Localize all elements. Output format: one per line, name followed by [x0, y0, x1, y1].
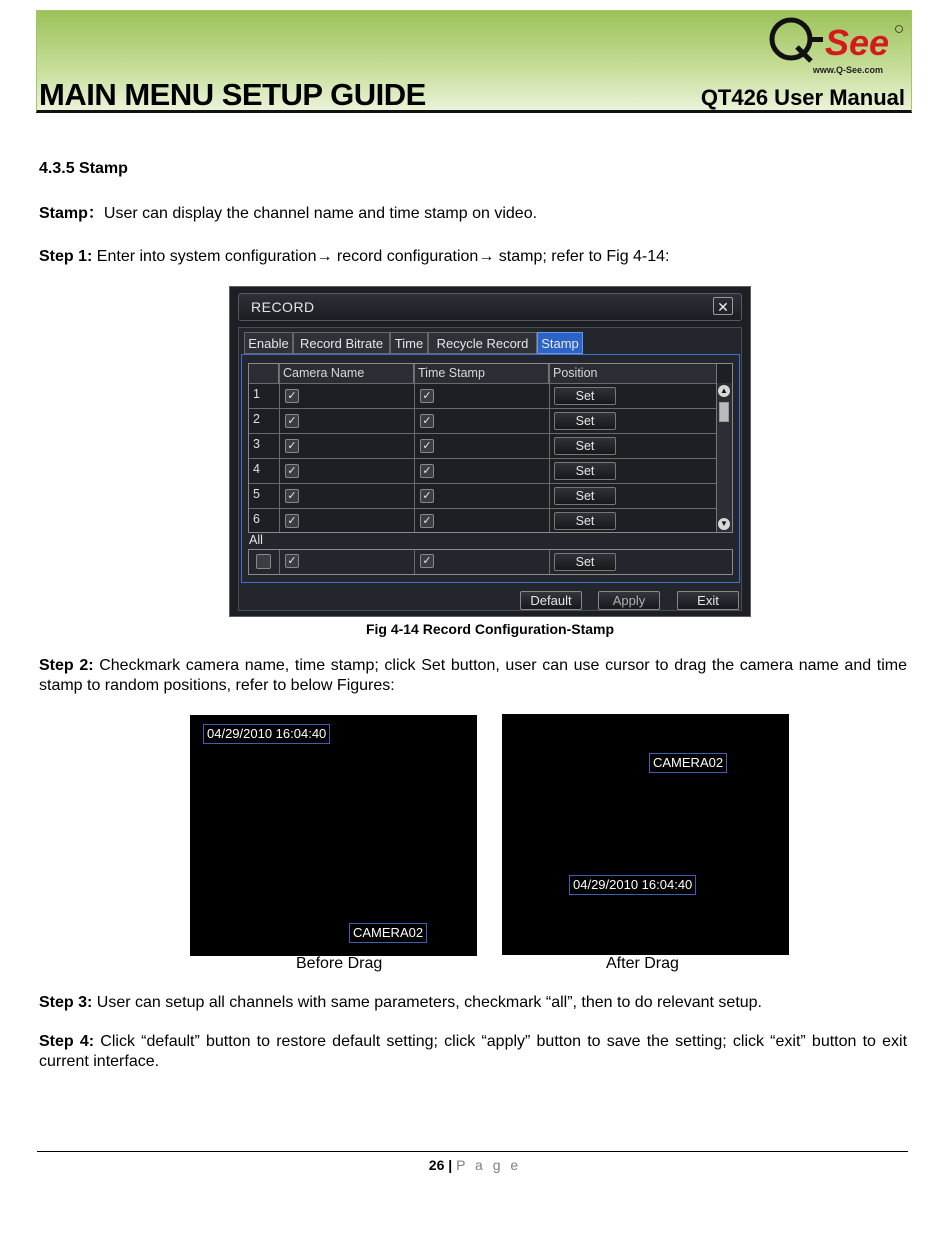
page-word: P a g e: [456, 1157, 522, 1173]
step-2: [39, 656, 907, 696]
step-4: [39, 1032, 907, 1072]
section-heading: 4.3.5 Stamp: [39, 160, 128, 177]
table-row: [249, 508, 717, 533]
set-position-button[interactable]: Set: [554, 412, 616, 430]
page-number: [0, 1157, 950, 1173]
timestamp-overlay[interactable]: 04/29/2010 16:04:40: [569, 875, 696, 895]
step-1: [39, 247, 670, 267]
step-3-text: User can setup all channels with same parameters, checkmark “all”, then to do relevant setup.: [96, 994, 762, 1011]
time-stamp-checkbox[interactable]: ✓: [420, 489, 434, 503]
all-time-stamp-checkbox[interactable]: ✓: [420, 554, 434, 568]
camera-name-checkbox[interactable]: ✓: [285, 414, 299, 428]
table-row: [249, 483, 717, 508]
camera-name-checkbox[interactable]: ✓: [285, 464, 299, 478]
all-row: [248, 549, 733, 575]
camera-name-checkbox[interactable]: ✓: [285, 489, 299, 503]
table-row: [249, 408, 717, 433]
step-1-text: Enter into system configuration→ record configuration→ stamp; refer to Fig 4-14:: [96, 248, 670, 265]
page-separator: |: [448, 1157, 453, 1173]
default-button[interactable]: Default: [520, 591, 582, 610]
stamp-table: [248, 363, 733, 533]
after-drag-caption: After Drag: [606, 955, 679, 972]
tab-stamp[interactable]: Stamp: [537, 332, 583, 354]
time-stamp-checkbox[interactable]: ✓: [420, 414, 434, 428]
set-position-button[interactable]: Set: [554, 437, 616, 455]
step-3: [39, 993, 762, 1013]
svg-text:See: See: [825, 22, 890, 63]
row-number: 2: [253, 412, 260, 426]
row-number: 6: [253, 512, 260, 526]
tab-recycle-record[interactable]: Recycle Record: [428, 332, 537, 354]
column-position: Position: [549, 364, 717, 383]
stamp-description: [39, 204, 537, 224]
all-label: All: [249, 533, 263, 547]
table-row: [249, 383, 717, 408]
scroll-up-icon[interactable]: ▲: [718, 385, 730, 397]
scroll-down-icon[interactable]: ▼: [718, 518, 730, 530]
footer-divider: [37, 1151, 908, 1152]
camera-name-overlay[interactable]: CAMERA02: [349, 923, 427, 943]
set-position-button[interactable]: Set: [554, 387, 616, 405]
row-number: 1: [253, 387, 260, 401]
time-stamp-checkbox[interactable]: ✓: [420, 439, 434, 453]
row-number: 4: [253, 462, 260, 476]
figure-caption: Fig 4-14 Record Configuration-Stamp: [365, 621, 615, 637]
camera-name-checkbox[interactable]: ✓: [285, 389, 299, 403]
record-dialog: [229, 286, 751, 617]
page-number-value: 26: [428, 1157, 445, 1173]
scroll-thumb[interactable]: [719, 402, 729, 422]
row-number: 3: [253, 437, 260, 451]
camera-name-overlay[interactable]: CAMERA02: [649, 753, 727, 773]
timestamp-overlay[interactable]: 04/29/2010 16:04:40: [203, 724, 330, 744]
column-camera-name: Camera Name: [279, 364, 414, 383]
tab-time[interactable]: Time: [390, 332, 428, 354]
apply-button[interactable]: Apply: [598, 591, 660, 610]
tab-enable[interactable]: Enable: [244, 332, 293, 354]
step-1-label: Step 1:: [39, 248, 93, 265]
step-4-label: Step 4:: [39, 1033, 95, 1050]
step-3-label: Step 3:: [39, 994, 93, 1011]
after-drag-screen: [502, 714, 789, 955]
exit-button[interactable]: Exit: [677, 591, 739, 610]
camera-name-checkbox[interactable]: ✓: [285, 514, 299, 528]
step-2-text: Checkmark camera name, time stamp; click Set button, user can use cursor to drag the camera name and time stamp to random positions, refer to below Figures:: [39, 657, 908, 694]
step-4-text: Click “default” button to restore default setting; click “apply” button to save the setting; click “exit” button to exit current interface.: [39, 1033, 908, 1070]
camera-name-checkbox[interactable]: ✓: [285, 439, 299, 453]
all-camera-name-checkbox[interactable]: ✓: [285, 554, 299, 568]
table-row: [249, 458, 717, 483]
stamp-text: User can display the channel name and time stamp on video.: [103, 205, 538, 222]
all-set-position-button[interactable]: Set: [554, 553, 616, 571]
close-icon[interactable]: ✕: [713, 297, 733, 315]
page-header: [36, 10, 912, 113]
logo-url: www.Q-See.com: [812, 65, 883, 75]
table-row: [249, 433, 717, 458]
set-position-button[interactable]: Set: [554, 512, 616, 530]
header-title: MAIN MENU SETUP GUIDE: [39, 77, 426, 112]
stamp-label: Stamp：: [39, 205, 104, 222]
all-checkbox[interactable]: [256, 554, 271, 569]
manual-name: QT426 User Manual: [700, 85, 905, 110]
time-stamp-checkbox[interactable]: ✓: [420, 389, 434, 403]
time-stamp-checkbox[interactable]: ✓: [420, 514, 434, 528]
table-scrollbar[interactable]: [716, 383, 732, 532]
dialog-title: RECORD: [251, 299, 315, 315]
set-position-button[interactable]: Set: [554, 462, 616, 480]
column-time-stamp: Time Stamp: [414, 364, 549, 383]
dialog-titlebar: [238, 293, 742, 321]
row-number: 5: [253, 487, 260, 501]
set-position-button[interactable]: Set: [554, 487, 616, 505]
tab-record-bitrate[interactable]: Record Bitrate: [293, 332, 390, 354]
step-2-label: Step 2:: [39, 657, 94, 674]
time-stamp-checkbox[interactable]: ✓: [420, 464, 434, 478]
table-header-index: [249, 364, 279, 383]
before-drag-caption: Before Drag: [296, 955, 383, 972]
before-drag-screen: [190, 715, 477, 956]
